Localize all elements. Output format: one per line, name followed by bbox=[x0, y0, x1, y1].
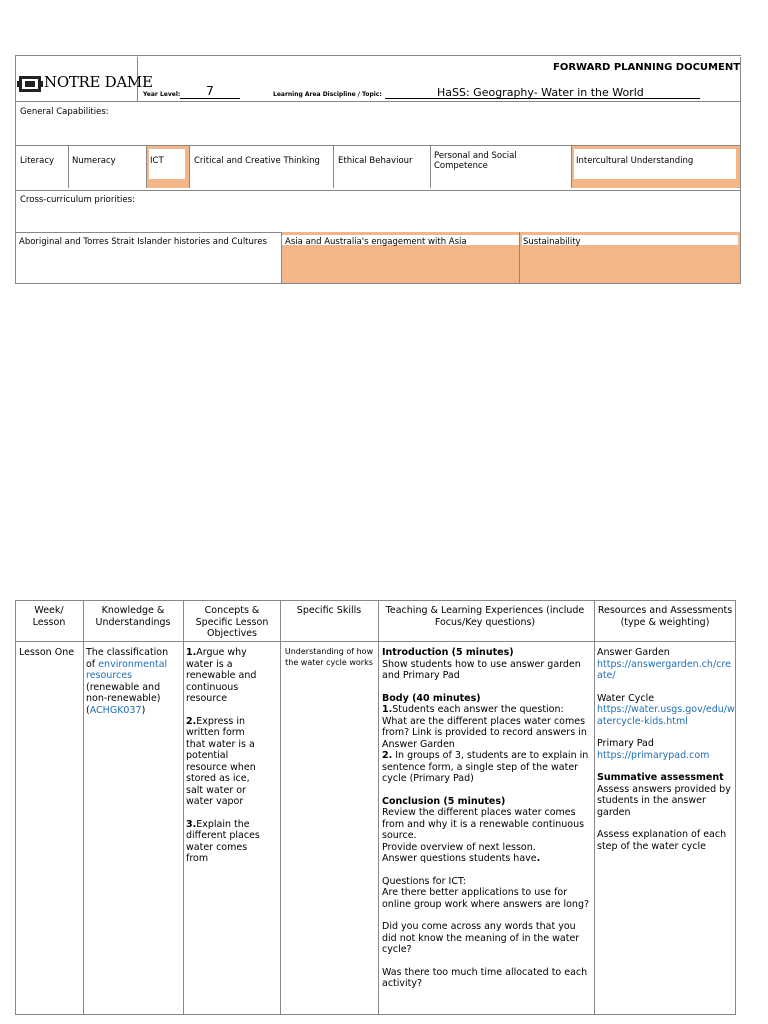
teaching-cell bbox=[382, 647, 590, 990]
learning-area-value: HaSS: Geography- Water in the World bbox=[437, 86, 644, 99]
summative-1: Assess answers provided by students in the answer garden bbox=[597, 783, 731, 818]
document-title: FORWARD PLANNING DOCUMENT bbox=[553, 62, 741, 73]
skills-cell: Understanding of how the water cycle works bbox=[284, 647, 374, 667]
capabilities-row bbox=[16, 146, 740, 188]
knowledge-text: The classification of bbox=[86, 647, 169, 670]
ict-question-3: Was there too much time allocated to each activity? bbox=[382, 966, 588, 989]
curriculum-code-open: ( bbox=[86, 704, 90, 716]
ict-question-2: Did you come across any words that you did not know the meaning of in the water cycle? bbox=[382, 921, 580, 955]
ict-question-1: Are there better applications to use for online group work where answers are long? bbox=[382, 887, 590, 910]
objective-2: 2.Express in written form that water is a potential resource when stored as ice, salt water or water vapor bbox=[186, 715, 256, 807]
knowledge-cell bbox=[86, 647, 178, 716]
capability-intercultural: Intercultural Understanding bbox=[576, 156, 694, 166]
objective-1: 1.Argue why water is a renewable and continuous resource bbox=[186, 647, 257, 704]
priority-aboriginal: Aboriginal and Torres Strait Islander histories and Cultures bbox=[19, 237, 267, 247]
notre-dame-logo bbox=[17, 70, 153, 100]
resource-water-cycle-label: Water Cycle bbox=[597, 692, 655, 704]
summative-2: Assess explanation of each step of the water cycle bbox=[597, 829, 727, 852]
header-skills: Specific Skills bbox=[296, 605, 362, 616]
logo-text: NOTRE DAME bbox=[44, 73, 153, 91]
learning-area-label: Learning Area Discipline / Topic: bbox=[273, 91, 382, 98]
water-cycle-link[interactable]: https://water.usgs.gov/edu/watercycle-kids.html bbox=[597, 704, 735, 727]
year-level-value: 7 bbox=[180, 84, 240, 99]
priority-asia: Asia and Australia's engagement with Asia bbox=[285, 237, 467, 247]
week-lesson: Lesson One bbox=[19, 647, 75, 658]
body-step-2: 2. In groups of 3, students are to explain in sentence form, a single step of the water cycle (Primary Pad) bbox=[382, 750, 589, 784]
header-resources: Resources and Assessments (type & weighting) bbox=[597, 605, 733, 628]
crest-icon bbox=[17, 73, 43, 95]
capability-literacy: Literacy bbox=[20, 156, 55, 166]
ict-heading: Questions for ICT: bbox=[382, 875, 466, 887]
header-week: Week/ Lesson bbox=[32, 605, 66, 628]
knowledge-renewable: (renewable and non-renewable) bbox=[86, 681, 161, 704]
intro-text: Show students how to use answer garden and Primary Pad bbox=[382, 658, 581, 681]
intro-heading: Introduction (5 minutes) bbox=[382, 647, 514, 658]
header-teaching: Teaching & Learning Experiences (include Focus/Key questions) bbox=[385, 605, 585, 628]
capability-ethical: Ethical Behaviour bbox=[338, 156, 413, 166]
resource-answer-garden-label: Answer Garden bbox=[597, 647, 670, 658]
capability-numeracy: Numeracy bbox=[72, 156, 116, 166]
primary-pad-link[interactable]: https://primarypad.com bbox=[597, 749, 710, 761]
header-knowledge: Knowledge & Understandings bbox=[95, 605, 171, 628]
conclusion-overview: Provide overview of next lesson. bbox=[382, 841, 536, 853]
resources-cell bbox=[597, 647, 735, 852]
general-capabilities-label: General Capabilities: bbox=[20, 107, 109, 117]
body-step-1: 1.Students each answer the question: What are the different places water comes from? Link is provided to record answers in Answer Garden bbox=[382, 704, 587, 750]
capability-ict: ICT bbox=[150, 156, 164, 166]
environmental-resources-link[interactable]: environmental resources bbox=[86, 658, 168, 681]
capability-critical-creative: Critical and Creative Thinking bbox=[194, 156, 320, 166]
answer-garden-link[interactable]: https://answergarden.ch/create/ bbox=[597, 658, 731, 681]
priority-sustainability: Sustainability bbox=[523, 237, 581, 247]
year-level-label: Year Level: bbox=[143, 91, 181, 98]
conclusion-heading: Conclusion (5 minutes) bbox=[382, 795, 506, 807]
curriculum-code-close: ) bbox=[141, 704, 146, 716]
objective-3: 3.Explain the different places water comes from bbox=[186, 818, 260, 864]
resource-primary-pad-label: Primary Pad bbox=[597, 738, 654, 749]
conclusion-questions: Answer questions students have. bbox=[382, 853, 541, 864]
objectives-cell bbox=[186, 647, 266, 865]
conclusion-text: Review the different places water comes from and why it is a renewable continuous source. bbox=[382, 807, 585, 841]
header-objectives: Concepts & Specific Lesson Objectives bbox=[195, 605, 269, 639]
body-heading: Body (40 minutes) bbox=[382, 692, 481, 704]
cross-curriculum-label: Cross-curriculum priorities: bbox=[20, 195, 135, 205]
capability-personal-social: Personal and Social Competence bbox=[434, 151, 517, 171]
curriculum-code-link[interactable]: ACHGK037 bbox=[89, 704, 142, 716]
summative-heading: Summative assessment bbox=[597, 772, 724, 783]
